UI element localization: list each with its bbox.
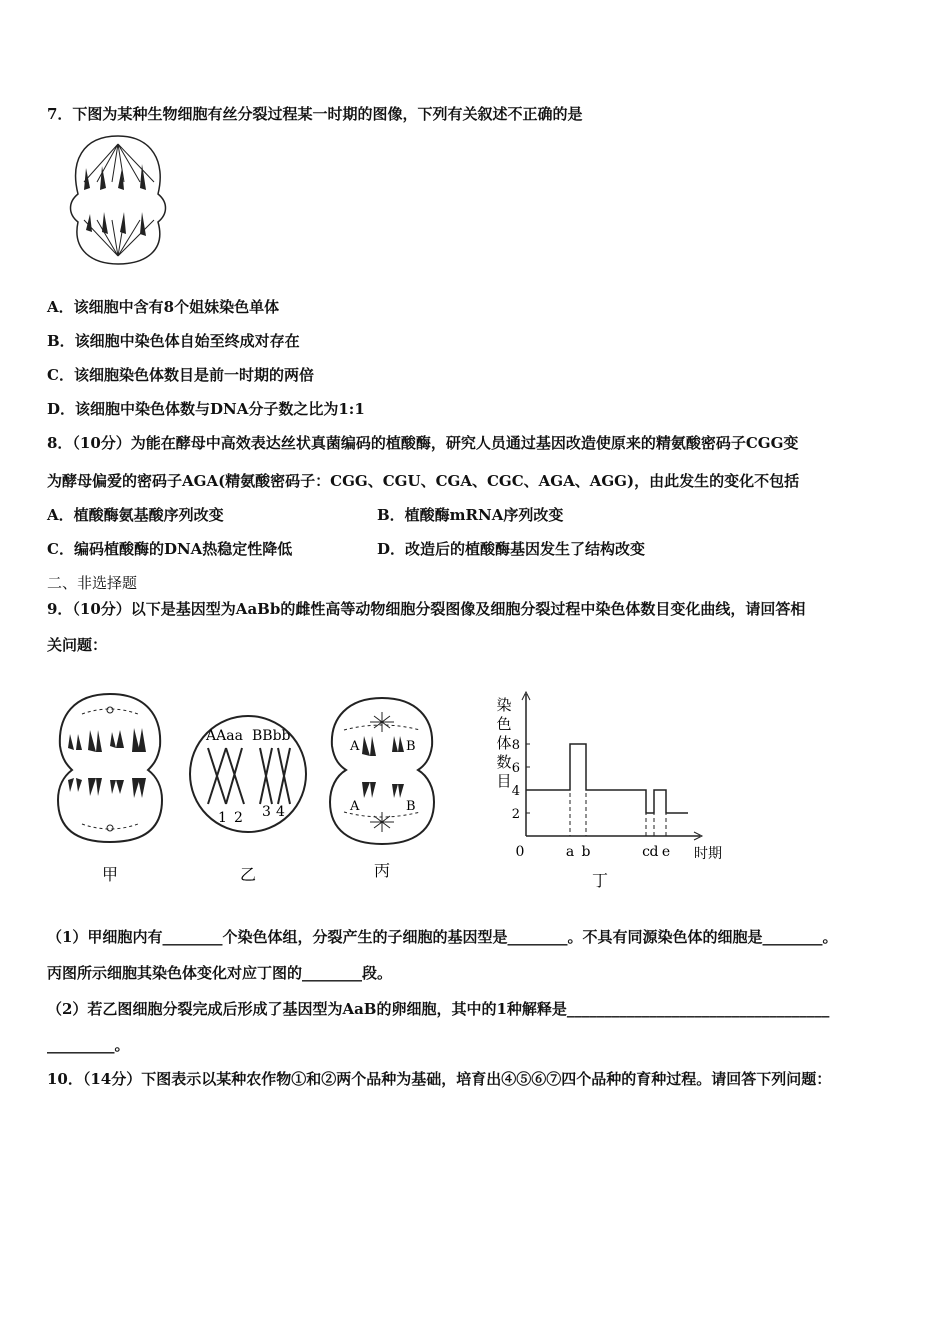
q9-sub1-line-2: 丙图所示细胞其染色体变化对应丁图的________段。 bbox=[47, 964, 393, 982]
chart-x-tick-label: a bbox=[565, 844, 575, 860]
q7-stem: 7．下图为某种生物细胞有丝分裂过程某一时期的图像，下列有关叙述不正确的是 bbox=[47, 105, 583, 123]
q9-chart-ding bbox=[490, 688, 730, 894]
cell-bing-top-b: B bbox=[406, 739, 416, 754]
q9-cell-jia bbox=[52, 690, 168, 886]
chart-x-tick-label: c bbox=[642, 844, 650, 860]
label-ding: 丁 bbox=[591, 871, 609, 890]
q8-option-b: B．植酸酶mRNA序列改变 bbox=[377, 506, 564, 524]
label-jia: 甲 bbox=[101, 865, 119, 884]
q10-stem: 10．（14分）下图表示以某种农作物①和②两个品种为基础，培育出④⑤⑥⑦四个品种的育种过程。请回答下列问题： bbox=[47, 1070, 832, 1088]
section-heading: 二、非选择题 bbox=[47, 574, 138, 592]
chart-x-tick-label: b bbox=[581, 844, 591, 860]
q7-option-c: C．该细胞染色体数目是前一时期的两倍 bbox=[47, 366, 314, 384]
chart-ylabel-char: 数 bbox=[496, 753, 512, 771]
chart-xlabel: 时期 bbox=[694, 846, 722, 862]
cell-bing-top-a: A bbox=[350, 739, 360, 754]
q7-option-a: A．该细胞中含有8个姐妹染色单体 bbox=[47, 298, 280, 316]
cell-yi-num-3: 3 bbox=[262, 804, 271, 820]
label-bing: 丙 bbox=[373, 861, 391, 880]
chart-x-tick-label: 0 bbox=[515, 844, 525, 860]
q7-option-b: B．该细胞中染色体自始至终成对存在 bbox=[47, 332, 300, 350]
q7-cell-figure bbox=[62, 132, 174, 268]
chart-x-tick-label: e bbox=[661, 844, 671, 860]
q8-option-a: A．植酸酶氨基酸序列改变 bbox=[47, 506, 224, 524]
cell-yi-num-4: 4 bbox=[276, 804, 285, 820]
cell-yi-num-1: 1 bbox=[218, 810, 227, 826]
chart-ylabel-char: 色 bbox=[496, 715, 512, 733]
chart-ylabel-char: 体 bbox=[496, 734, 512, 752]
q9-cell-bing bbox=[324, 694, 440, 884]
cell-bing-bottom-b: B bbox=[406, 799, 416, 814]
q8-stem-2: 为酵母偏爱的密码子AGA(精氨酸密码子：CGG、CGU、CGA、CGC、AGA、AGG)，由此发生的变化不包括 bbox=[47, 472, 800, 490]
q8-option-c: C．编码植酸酶的DNA热稳定性降低 bbox=[47, 540, 293, 558]
q9-stem-1: 9．（10分）以下是基因型为AaBb的雌性高等动物细胞分裂图像及细胞分裂过程中染色体数目变化曲线，请回答相 bbox=[47, 600, 806, 618]
chart-x-tick-label: d bbox=[649, 844, 659, 860]
chart-y-tick-label: 2 bbox=[511, 807, 520, 822]
q9-sub2-line-2: _________。 bbox=[47, 1036, 130, 1054]
q8-stem-1: 8．（10分）为能在酵母中高效表达丝状真菌编码的植酸酶，研究人员通过基因改造使原来的精氨酸密码子CGG变 bbox=[47, 434, 799, 452]
q9-cell-yi bbox=[186, 712, 310, 884]
q9-sub1-line-1: （1）甲细胞内有________个染色体组，分裂产生的子细胞的基因型是________。不具有同源染色体的细胞是________。 bbox=[47, 928, 838, 946]
chart-y-tick-label: 4 bbox=[511, 784, 520, 799]
chart-y-tick-label: 8 bbox=[511, 738, 520, 753]
q9-stem-2: 关问题： bbox=[47, 636, 108, 654]
chart-series-line bbox=[526, 744, 688, 813]
q7-option-d: D．该细胞中染色体数与DNA分子数之比为1:1 bbox=[47, 400, 365, 418]
chart-ylabel-char: 目 bbox=[496, 772, 512, 790]
chart-y-tick-label: 6 bbox=[511, 761, 520, 776]
cell-yi-genes-b: BBbb bbox=[252, 728, 291, 744]
chart-ylabel-char: 染 bbox=[496, 696, 512, 714]
label-yi: 乙 bbox=[239, 865, 257, 884]
cell-yi-genes-a: AAaa bbox=[206, 728, 243, 744]
cell-bing-bottom-a: A bbox=[350, 799, 360, 814]
q8-option-d: D．改造后的植酸酶基因发生了结构改变 bbox=[377, 540, 646, 558]
q9-sub2-line-1: （2）若乙图细胞分裂完成后形成了基因型为AaB的卵细胞，其中的1种解释是___________________________________ bbox=[47, 1000, 830, 1018]
cell-yi-num-2: 2 bbox=[234, 810, 243, 826]
